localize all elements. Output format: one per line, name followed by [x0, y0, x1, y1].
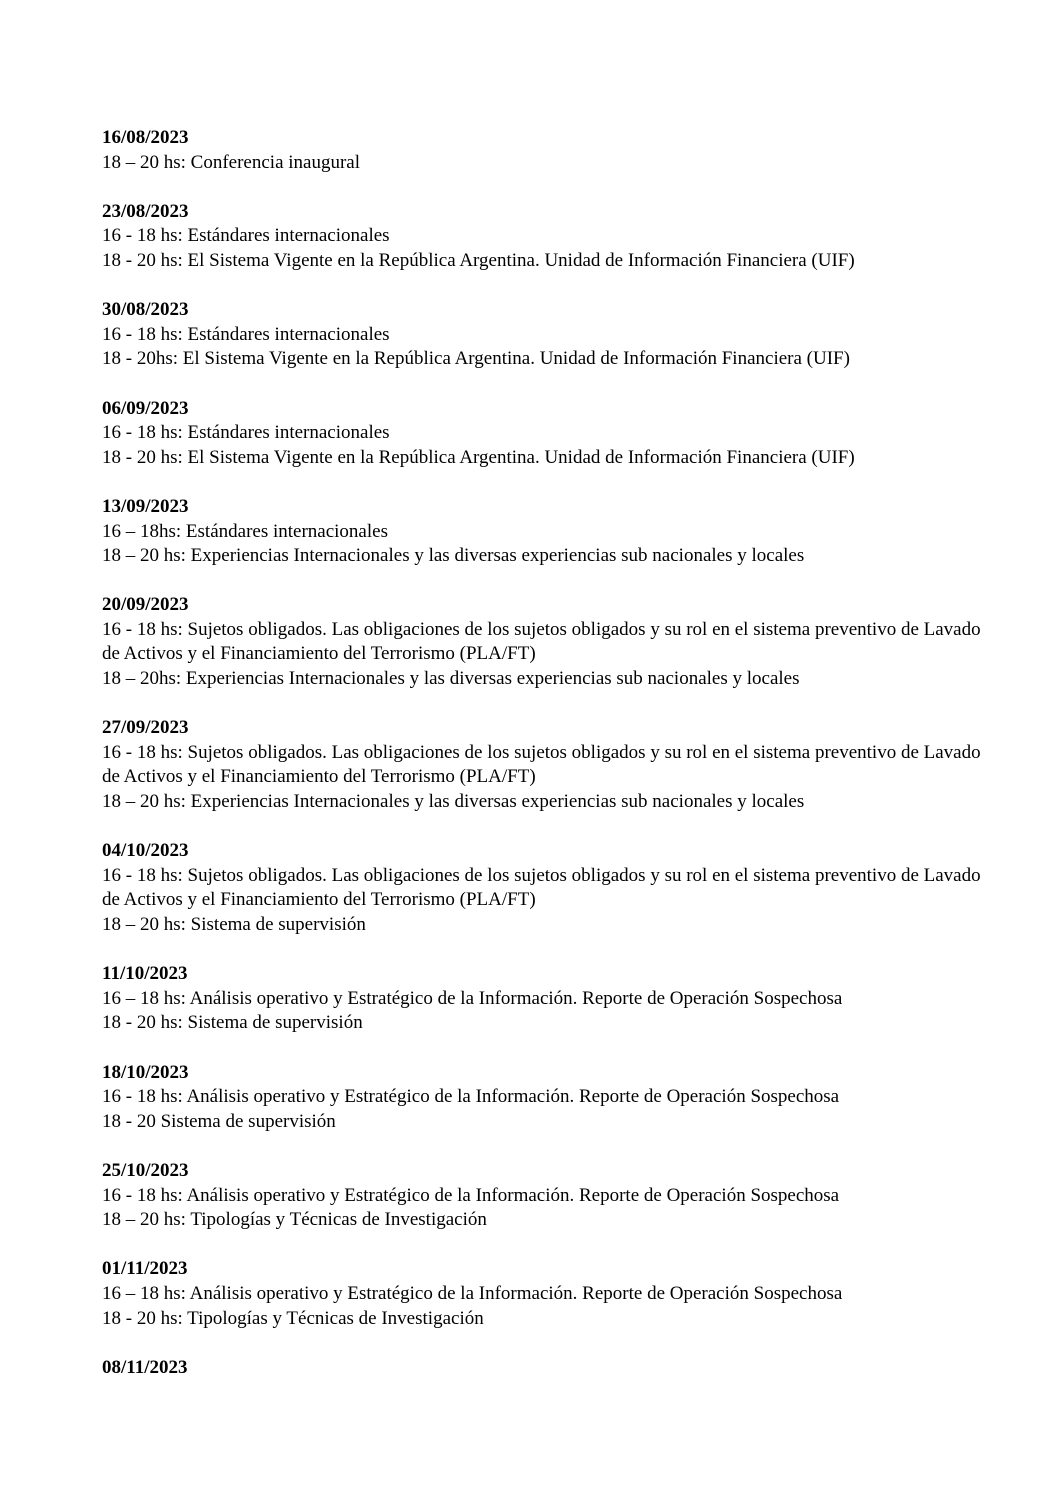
session-timeslot: 18 – 20 hs: Experiencias Internacionales y las diversas experiencias sub nacionales y locales: [102, 545, 805, 567]
session-block: [102, 126, 1002, 175]
session-date: 01/11/2023: [102, 1258, 188, 1280]
session-block: [102, 1257, 1002, 1331]
session-block: [102, 1159, 1002, 1233]
session-date: 06/09/2023: [102, 397, 189, 419]
session-date: 18/10/2023: [102, 1061, 189, 1083]
session-timeslot: 16 - 18 hs: Estándares internacionales: [102, 225, 390, 247]
session-date: 08/11/2023: [102, 1356, 188, 1378]
session-block: [102, 200, 1002, 274]
session-block: [102, 495, 1002, 569]
session-timeslot: 16 – 18hs: Estándares internacionales: [102, 520, 388, 542]
session-date: 04/10/2023: [102, 840, 189, 862]
session-date: 16/08/2023: [102, 127, 189, 148]
session-timeslot: 18 – 20 hs: Experiencias Internacionales y las diversas experiencias sub nacionales y locales: [102, 791, 805, 813]
session-timeslot: 16 – 18 hs: Análisis operativo y Estratégico de la Información. Reporte de Operación Sospechosa: [102, 1282, 843, 1304]
session-block: [102, 716, 1002, 814]
session-timeslot: 18 - 20 hs: Sistema de supervisión: [102, 1012, 363, 1034]
session-timeslot: 16 - 18 hs: Análisis operativo y Estratégico de la Información. Reporte de Operación Sospechosa: [102, 1184, 840, 1206]
session-timeslot: 18 - 20hs: El Sistema Vigente en la República Argentina. Unidad de Información Financiera (UIF): [102, 348, 850, 370]
session-timeslot: 16 - 18 hs: Estándares internacionales: [102, 422, 390, 444]
schedule-list: [102, 126, 1002, 1405]
session-date: 20/09/2023: [102, 594, 189, 616]
session-timeslot: 16 – 18 hs: Análisis operativo y Estratégico de la Información. Reporte de Operación Sospechosa: [102, 987, 843, 1009]
session-block: [102, 298, 1002, 372]
session-timeslot: 18 - 20 hs: Tipologías y Técnicas de Investigación: [102, 1307, 484, 1329]
session-block: [102, 1061, 1002, 1135]
session-timeslot: 18 – 20 hs: Tipologías y Técnicas de Investigación: [102, 1209, 487, 1231]
session-block: [102, 962, 1002, 1036]
session-timeslot: 16 - 18 hs: Estándares internacionales: [102, 323, 390, 345]
session-date: 11/10/2023: [102, 963, 188, 985]
session-block: [102, 397, 1002, 471]
session-date: 13/09/2023: [102, 495, 189, 517]
session-block: [102, 593, 1002, 691]
session-timeslot: 16 - 18 hs: Análisis operativo y Estratégico de la Información. Reporte de Operación Sospechosa: [102, 1086, 840, 1108]
session-timeslot: 18 – 20 hs: Sistema de supervisión: [102, 914, 366, 935]
session-date: 30/08/2023: [102, 299, 189, 321]
session-timeslot: 18 - 20 Sistema de supervisión: [102, 1110, 336, 1132]
session-timeslot: 18 - 20 hs: El Sistema Vigente en la República Argentina. Unidad de Información Financiera (UIF): [102, 446, 855, 468]
session-timeslot: 16 - 18 hs: Sujetos obligados. Las obligaciones de los sujetos obligados y su rol en el sistema preventivo de Lavado de Activos y el Financiamiento del Terrorismo (PLA/FT): [102, 864, 981, 911]
session-timeslot: 18 – 20hs: Experiencias Internacionales y las diversas experiencias sub nacionales y locales: [102, 668, 800, 690]
session-timeslot: 16 - 18 hs: Sujetos obligados. Las obligaciones de los sujetos obligados y su rol en el sistema preventivo de Lavado de Activos y el Financiamiento del Terrorismo (PLA/FT): [102, 741, 981, 788]
session-date: 23/08/2023: [102, 200, 189, 222]
session-timeslot: 16 - 18 hs: Sujetos obligados. Las obligaciones de los sujetos obligados y su rol en el sistema preventivo de Lavado de Activos y el Financiamiento del Terrorismo (PLA/FT): [102, 618, 981, 665]
session-date: 25/10/2023: [102, 1159, 189, 1181]
session-date: 27/09/2023: [102, 717, 189, 739]
session-block: [102, 1356, 1002, 1381]
session-timeslot: 18 – 20 hs: Conferencia inaugural: [102, 151, 361, 173]
session-block: [102, 839, 1002, 937]
session-timeslot: 18 - 20 hs: El Sistema Vigente en la República Argentina. Unidad de Información Financiera (UIF): [102, 249, 855, 271]
